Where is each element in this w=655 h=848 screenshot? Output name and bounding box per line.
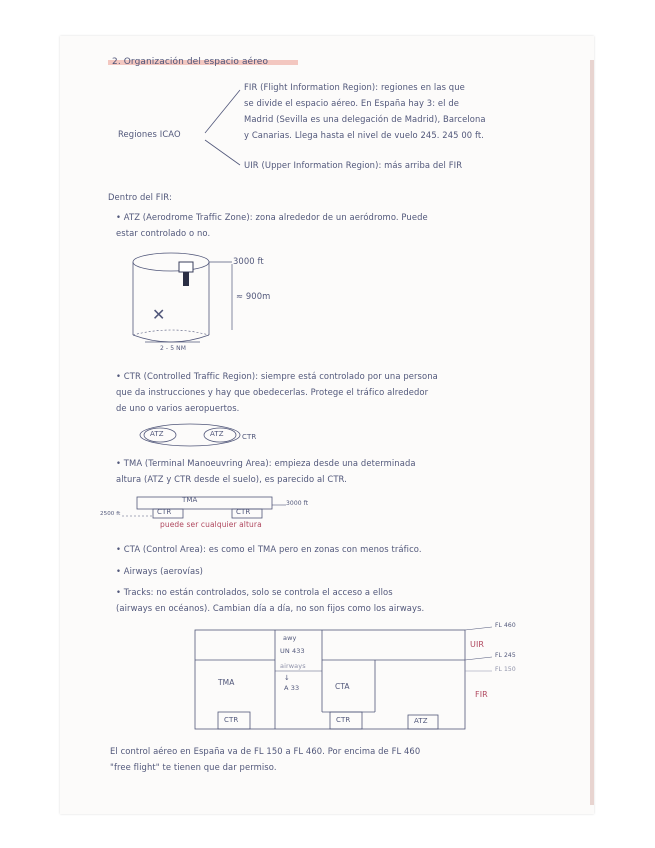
ctr-atz-1: ATZ bbox=[150, 430, 164, 438]
fir-line-4: y Canarias. Llega hasta el nivel de vuelo 245. 245 00 ft. bbox=[244, 130, 485, 140]
fir-line-2: se divide el espacio aéreo. En España hay 3: el de bbox=[244, 98, 460, 108]
fir-line-1: FIR (Flight Information Region): regiones en las que bbox=[244, 82, 465, 92]
regiones-icao-label: Regiones ICAO bbox=[118, 129, 181, 139]
dentro-title: Dentro del FIR: bbox=[108, 192, 172, 202]
uir-label: UIR bbox=[470, 640, 485, 649]
tracks-line-1: • Tracks: no están controlados, solo se controla el acceso a ellos bbox=[116, 587, 393, 597]
airport-cross-icon: ✕ bbox=[152, 305, 166, 324]
atz-height-label: 3000 ft bbox=[233, 256, 264, 266]
fir-line-3: Madrid (Sevilla es una delegación de Madrid), Barcelona bbox=[244, 114, 486, 124]
atz-radius-label: 2 - 5 NM bbox=[160, 345, 186, 352]
tma-ctr-1: CTR bbox=[157, 508, 172, 516]
airways-line: • Airways (aerovías) bbox=[116, 566, 204, 576]
cta-line: • CTA (Control Area): es como el TMA pero en zonas con menos tráfico. bbox=[116, 544, 422, 554]
fl245-label: FL 245 bbox=[495, 652, 516, 659]
uir-line: UIR (Upper Information Region): más arriba del FIR bbox=[244, 160, 463, 170]
tma-line-2: altura (ATZ y CTR desde el suelo), es parecido al CTR. bbox=[116, 474, 347, 484]
diagram-tma-label: TMA bbox=[218, 678, 235, 687]
awy-label: awy bbox=[283, 634, 297, 642]
fl150-label: FL 150 bbox=[495, 666, 516, 673]
airways-label: airways bbox=[280, 662, 306, 670]
footer-line-1: El control aéreo en España va de FL 150 a FL 460. Por encima de FL 460 bbox=[110, 746, 421, 756]
tma-ctr-2: CTR bbox=[236, 508, 251, 516]
tracks-line-2: (airways en océanos). Cambian día a día, no son fijos como los airways. bbox=[116, 603, 425, 613]
tma-right-alt: 3000 ft bbox=[286, 500, 309, 507]
section-heading: 2. Organización del espacio aéreo bbox=[112, 57, 269, 67]
a33-label: A 33 bbox=[284, 684, 300, 692]
un433-label: UN 433 bbox=[280, 647, 305, 655]
tma-box-label: TMA bbox=[182, 496, 198, 504]
ctr-line-1: • CTR (Controlled Traffic Region): siempre está controlado por una persona bbox=[116, 371, 438, 381]
fir-label: FIR bbox=[475, 690, 488, 699]
tma-note: puede ser cualquier altura bbox=[160, 520, 262, 529]
tma-left-alt: 2500 ft bbox=[100, 511, 121, 517]
ctr-atz-2: ATZ bbox=[210, 430, 224, 438]
diagram-ctr-2: CTR bbox=[336, 716, 351, 724]
fl460-label: FL 460 bbox=[495, 622, 516, 629]
atz-meters-label: ≈ 900m bbox=[236, 291, 271, 301]
diagram-cta-label: CTA bbox=[335, 682, 350, 691]
atz-line-1: • ATZ (Aerodrome Traffic Zone): zona alrededor de un aeródromo. Puede bbox=[116, 212, 428, 222]
ctr-label: CTR bbox=[242, 433, 257, 441]
diagram-atz: ATZ bbox=[414, 717, 428, 725]
atz-line-2: estar controlado o no. bbox=[116, 228, 211, 238]
tma-line-1: • TMA (Terminal Manoeuvring Area): empieza desde una determinada bbox=[116, 458, 416, 468]
footer-line-2: "free flight" te tienen que dar permiso. bbox=[110, 762, 277, 772]
ctr-line-3: de uno o varios aeropuertos. bbox=[116, 403, 240, 413]
diagram-ctr-1: CTR bbox=[224, 716, 239, 724]
down-arrow-icon: ↓ bbox=[284, 674, 290, 682]
ctr-line-2: que da instrucciones y hay que obedecerlas. Protege el tráfico alrededor bbox=[116, 387, 429, 397]
